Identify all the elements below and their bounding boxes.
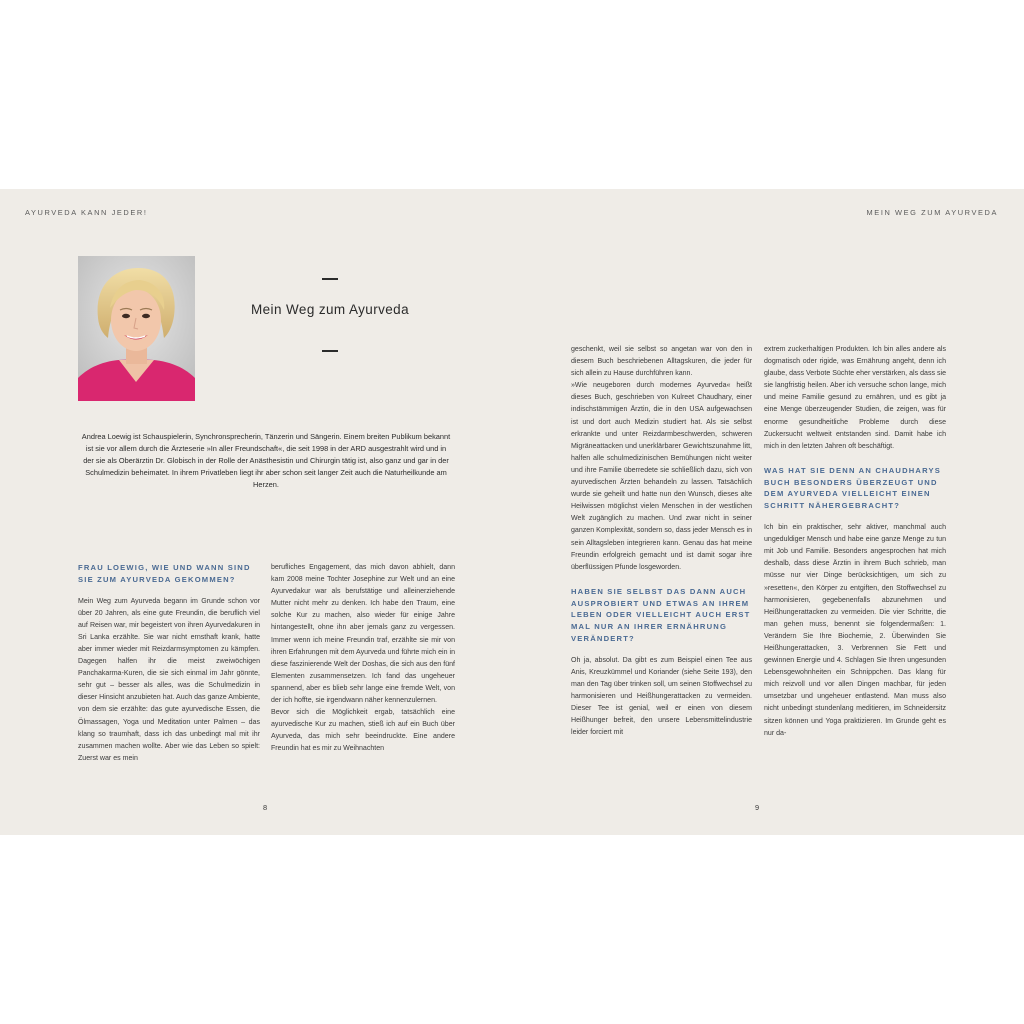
paragraph: »Wie neugeboren durch modernes Ayurveda« heißt dieses Buch, geschrieben von Kulreet Chaudhary, einer indischstämmigen Ärztin, die in den USA aufgewachsen ist und dort auch Medizin studiert hat. Als sie selbst erkrankte und unter Reizdarmbeschwerden, schweren Migräneattacken und unerklärbarer Gewichtszunahme litt, halfen alle schulmedizinischen Bemühungen nicht weiter und ihre Familie überredete sie schließlich dazu, sich von ayurvedischen Ärzten behandeln zu lassen. Tatsächlich wurde sie geheilt und hatte nun den Wunsch, dieses alte Heilwissen möglichst vielen Menschen in der westlichen Welt zugänglich zu machen. Und zwar nicht in seiner ganzen Komplexität, sondern so, dass jeder Mensch es in sein Alltagsleben integrieren kann. Genau das hat meine Freundin erfolgreich gemacht und ist damit sogar ihre überflüssigen Pfunde losgeworden. — [571, 382, 752, 571]
paragraph: berufliches Engagement, das mich davon abhielt, dann kam 2008 meine Tochter Josephine zur Welt und an eine Ayurvedakur war als berufstätige und alleinerziehende Mutter nicht mehr zu denken. Ich habe den Traum, eine solche Kur zu machen, also wieder für einige Jahre hintangestellt, ohne ihn aber jemals ganz zu vergessen. Immer wenn ich meine Freundin traf, erzählte sie mir von ihren Erfahrungen mit dem Ayurveda und führte mich ein in diese faszinierende Welt der Doshas, die sich aus den fünf Elementen zusammensetzen. Ich fand das ungeheuer spannend, aber es blieb sehr lange eine fremde Welt, von der ich hoffte, sie irgendwann näher kennenzulernen. — [271, 564, 455, 705]
page-number-left: 8 — [263, 803, 268, 812]
title-rule-top — [322, 278, 338, 280]
title-rule-bottom — [322, 350, 338, 352]
text-column-1 — [78, 562, 260, 765]
chapter-intro: Andrea Loewig ist Schauspielerin, Synchronsprecherin, Tänzerin und Sängerin. Einem breiten Publikum bekannt ist sie vor allem durch die Ärzteserie »In aller Freundschaft«, die seit 1998 in der ARD ausgestrahlt wird und in der sie als Oberärztin Dr. Globisch in der Rolle der Anästhesistin und Chirurgin tätig ist, also ganz und gar in der Schulmedizin beheimatet. In ihrem Privatleben liegt ihr aber schon seit langer Zeit auch die Naturheilkunde am Herzen. — [81, 432, 451, 490]
paragraph: Oh ja, absolut. Da gibt es zum Beispiel einen Tee aus Anis, Kreuzkümmel und Koriander (siehe Seite 193), den man den Tag über trinken soll, um seinen Stoffwechsel zu harmonisieren und Heißhungerattacken zu vermeiden. Dieser Tee ist genial, weil er einen von diesem Heißhunger befreit, den unsere Lebensmittelindustrie leider forciert mit — [571, 656, 752, 737]
text-column-4 — [764, 344, 946, 740]
interview-question-1: FRAU LOEWIG, WIE UND WANN SIND SIE ZUM AYURVEDA GEKOMMEN? — [78, 563, 251, 584]
running-head-right: MEIN WEG ZUM AYURVEDA — [866, 208, 998, 217]
chapter-title: Mein Weg zum Ayurveda — [251, 302, 409, 317]
interview-question-3: WAS HAT SIE DENN AN CHAUDHARYS BUCH BESONDERS ÜBERZEUGT UND DEM AYURVEDA VIELLEICHT EINEN SCHRITT NÄHERGEBRACHT? — [764, 465, 942, 511]
paragraph: extrem zuckerhaltigen Produkten. Ich bin alles andere als dogmatisch oder rigide, was Ernährung angeht, denn ich glaube, dass Verbote Süchte eher verstärken, als dass sie sie langfristig heilen. Aber ich versuche schon lange, mich und meine Familie gesund zu ernähren, und es gibt ja eine Menge überzeugender Studien, die zeigen, was für enorme gesundheitliche Probleme durch diese Zuckersucht weltweit entstanden sind. Damit habe ich mich in den letzten Jahren oft beschäftigt. — [764, 346, 946, 450]
page-number-right: 9 — [755, 803, 760, 812]
paragraph: geschenkt, weil sie selbst so angetan war von den in diesem Buch beschriebenen Alltagskuren, die jeder für sich allein zu Hause durchführen kann. — [571, 346, 752, 378]
text-column-2 — [271, 562, 455, 756]
author-portrait — [78, 256, 195, 401]
running-head-left: AYURVEDA KANN JEDER! — [25, 208, 148, 217]
paragraph: Bevor sich die Möglichkeit ergab, tatsächlich eine ayurvedische Kur zu machen, stieß ich auf ein Buch über Ayurveda, das mich sehr beeindruckte. Eine andere Freundin hat es mir zu Weihnachten — [271, 709, 455, 753]
text-column-3 — [571, 344, 752, 739]
paragraph: Mein Weg zum Ayurveda begann im Grunde schon vor über 20 Jahren, als eine gute Freundin, die beruflich viel auf Reisen war, mir begeistert von ihren Ayurvedakuren in Sri Lanka erzählte. Sie war nicht ernsthaft krank, hatte aber immer wieder mit Reizdarmsymptomen zu kämpfen. Dagegen halfen ihr die meist zweiwöchigen Panchakarma-Kuren, die sie sich einmal im Jahr gönnte, sehr gut – besser als alles, was die Schulmedizin in dieser Hinsicht anzubieten hat. Auch das ganze Ambiente, von dem sie erzählte: das gute ayurvedische Essen, die Ölmassagen, Yoga und Meditation unter Palmen – das klang so traumhaft, dass ich das unbedingt mal mit ihr zusammen machen wollte. Aber wie das Leben so spielt: Zuerst war es mein — [78, 597, 260, 762]
paragraph: Ich bin ein praktischer, sehr aktiver, manchmal auch ungeduldiger Mensch und habe eine ganze Menge zu tun mit Job und Familie. Besonders angesprochen hat mich deshalb, dass diese Ärztin in ihrem Buch schrieb, man müsse nur vier Dinge berücksichtigen, um sich zu »resetten«, den Körper zu entgiften, den Stoffwechsel zu harmonisieren, gegebenenfalls abzunehmen und Heißhungerattacken zu vermeiden. Die vier Schritte, die man gehen muss, benennt sie folgendermaßen: 1. Verändern Sie Ihre Biochemie, 2. Überwinden Sie Heißhungerattacken, 3. Verbrennen Sie Fett und gewinnen Energie und 4. Schlagen Sie Ihren ungesunden Lebensgewohnheiten ein Schnippchen. Das klang für mich reizvoll und vor allen Dingen machbar, für jeden umsetzbar und ungeheuer entlastend. Man muss also nicht unbedingt stundenlang meditieren, im Schneidersitz sitzen können und Yoga praktizieren. Im Grunde geht es nur da- — [764, 524, 946, 737]
interview-question-2: HABEN SIE SELBST DAS DANN AUCH AUSPROBIERT UND ETWAS AN IHREM LEBEN ODER VIELLEICHT AUCH ERST MAL NUR AN IHRER ERNÄHRUNG VERÄNDERT? — [571, 586, 751, 643]
